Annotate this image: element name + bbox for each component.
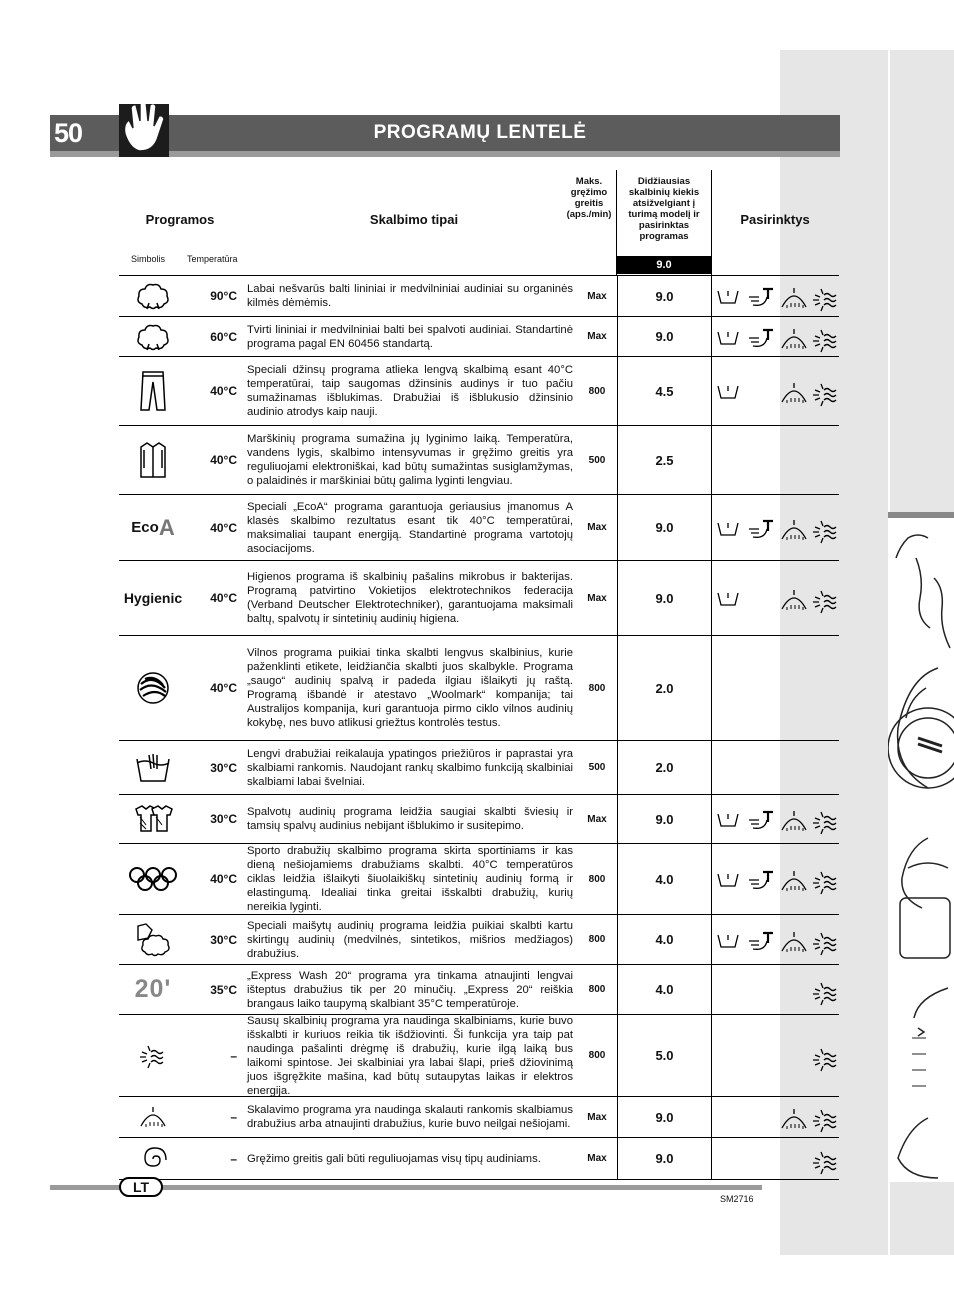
temperature-cell: 40°C — [210, 384, 237, 398]
header-max-load: Didžiausias skalbinių kiekis atsižvelgiant į turimą modelį ir pasirinktas programas — [628, 176, 700, 242]
rinse-icon — [779, 808, 805, 830]
prewash-icon — [715, 380, 741, 402]
spin-cell: 800 — [588, 984, 606, 995]
hand-wash-icon — [119, 741, 187, 794]
options-cell — [712, 357, 839, 425]
table-row — [119, 317, 839, 357]
options-cell — [712, 276, 839, 316]
description-cell: Lengvi drabužiai reikalauja ypatingos priežiūros ir paprastai yra skalbiami rankomis. Naudojant rankų skalbimo funkciją skalbiniai skalbiami labai švelniai. — [247, 747, 573, 788]
temperature-cell: 90°C — [210, 289, 237, 303]
description-cell: Tvirti lininiai ir medvilniniai balti bei spalvoti audiniai. Standartinė programa pagal EN 60456 standartą. — [247, 323, 573, 350]
prewash-icon — [715, 285, 741, 307]
options-cell — [712, 795, 839, 843]
load-cell: 9.0 — [617, 276, 712, 316]
load-cell: 9.0 — [617, 1097, 712, 1137]
side-illustration — [888, 512, 954, 1182]
spin-icon — [811, 868, 837, 890]
rinse-icon — [779, 587, 805, 609]
spin-cell: Max — [587, 1153, 607, 1164]
express-icon — [119, 965, 187, 1014]
table-row — [119, 1097, 839, 1138]
temperature-cell: 60°C — [210, 329, 237, 344]
description-cell: Marškinių programa sumažina jų lyginimo laiką. Temperatūra, vandens lygis, skalbimo intensyvumas ir gręžimo greitis yra reguliuojami elektroniškai, kad būtų sumažintas susiglamžymas, o palaidinės ir marškiniai būtų galima lyginti lengviau. — [247, 433, 573, 487]
temperature-icon — [747, 326, 773, 348]
header-divider — [711, 170, 712, 276]
load-cell: 9.0 — [617, 561, 712, 635]
table-row — [119, 741, 839, 795]
options-cell — [712, 844, 839, 914]
load-cell: 4.0 — [617, 965, 712, 1014]
rinse-icon — [119, 1097, 187, 1137]
load-cell: 4.5 — [617, 357, 712, 425]
description-cell: Skalavimo programa yra naudinga skalauti rankomis skalbiamus drabužius arba atnaujinti drabužius, kurie buvo neilgai nešiojami. — [247, 1104, 573, 1130]
temperature-cell: 40°C — [210, 520, 237, 535]
temperature-icon — [747, 517, 773, 539]
load-cell: 2.5 — [617, 426, 712, 494]
temperature-icon — [747, 808, 773, 830]
spin-cell: Max — [587, 813, 607, 825]
options-cell — [712, 1015, 839, 1096]
description-cell: Labai nešvarūs balti lininiai ir medvilniniai audiniai su organinės kilmės dėmėmis. — [247, 283, 573, 309]
prewash-icon — [715, 326, 741, 348]
spin-cell: Max — [587, 592, 607, 604]
header-max-spin: Maks. gręžimo greitis (aps./min) — [566, 176, 612, 220]
spin-icon — [811, 979, 837, 1001]
eco-a-icon — [119, 495, 187, 560]
prewash-icon — [715, 868, 741, 890]
options-cell — [712, 426, 839, 494]
cotton-icon — [119, 276, 187, 316]
table-row — [119, 795, 839, 844]
table-row — [119, 495, 839, 561]
description-cell: Vilnos programa puikiai tinka skalbti lengvus skalbinius, kurie paženklinti etikete, leidžiančia skalbti juos skalbykle. Programa „saugo“ audinių spalvą ir padeda ilgiau išlaikyti jų raštą. Programą išbandė ir atestavo „Woolmark“ kompanija; tai Australijos kompanija, kuri garantuoja pirmo ciklo vilnos audinių kokybę, nes buvo atlikusi griežtus kontrolės testus. — [247, 647, 573, 729]
table-row — [119, 636, 839, 741]
load-cell: 9.0 — [617, 495, 712, 560]
rinse-icon — [779, 868, 805, 890]
language-badge: LT — [119, 1177, 163, 1197]
table-row — [119, 561, 839, 636]
spin-cell: Max — [587, 522, 607, 533]
rinse-icon — [779, 929, 805, 951]
table-row — [119, 357, 839, 426]
options-cell — [712, 915, 839, 964]
header-programs: Programos — [145, 212, 215, 227]
description-cell: Speciali „EcoA“ programa garantuoja geriausius įmanomus A klasės skalbimo rezultatus esant tik 40°C temperatūrai, maksimaliai taupant energiją. Standartinė programa vartotojų asociacijoms. — [247, 500, 573, 555]
hygienic-label: Hygienic — [123, 590, 183, 606]
program-table — [119, 170, 839, 1180]
header-options: Pasirinktys — [740, 212, 810, 227]
spin-icon — [811, 1045, 837, 1067]
header-temperature: Temperatūra — [187, 254, 238, 264]
empty-option-slot — [747, 380, 773, 402]
table-header — [119, 170, 839, 276]
rinse-icon — [779, 1106, 805, 1128]
table-row — [119, 1138, 839, 1180]
description-cell: Speciali maišytų audinių programa leidžia puikiai skalbti kartu skirtingų audinių (medvilnės, sintetikos, mišrios medžiagos) drabužius. — [247, 919, 573, 960]
table-row — [119, 426, 839, 495]
header-symbol: Simbolis — [131, 254, 166, 264]
temperature-cell: 40°C — [210, 872, 237, 886]
table-row — [119, 915, 839, 965]
prewash-icon — [715, 929, 741, 951]
cotton-icon — [119, 317, 187, 356]
spin-cell: 800 — [588, 873, 606, 885]
sport-icon — [119, 844, 187, 914]
model-badge: 9.0 — [617, 256, 711, 274]
description-cell: Spalvotų audinių programa leidžia saugiai skalbti šviesių ir tamsių spalvų audinius nebijant išblukimo ir susitepimo. — [247, 806, 573, 832]
spin-icon — [811, 285, 837, 307]
spin-cell: Max — [587, 290, 607, 302]
spin-cell: Max — [587, 331, 607, 342]
table-row — [119, 965, 839, 1015]
spin-cell: 800 — [588, 934, 606, 945]
table-row — [119, 276, 839, 317]
temperature-icon — [747, 929, 773, 951]
temperature-icon — [747, 868, 773, 890]
spin-icon — [811, 326, 837, 348]
prewash-icon — [715, 808, 741, 830]
header-wash-types: Skalbimo tipai — [369, 212, 459, 227]
rinse-icon — [779, 517, 805, 539]
temperature-cell: – — [230, 1110, 237, 1124]
options-cell — [712, 636, 839, 740]
spin-icon — [811, 380, 837, 402]
description-cell: Speciali džinsų programa atlieka lengvą skalbimą esant 40°C temperatūrai, taip saugomas džinsinis audinys ir tuo pačiu sumažinamas išblukimas. Drabužiai iš išblukusio džinsinio audinio atrodys kaip nauji. — [247, 364, 573, 418]
description-cell: „Express Wash 20“ programa yra tinkama atnaujinti lengvai išteptus drabužius tik per 20 minučių. „Express 20“ reiškia brangaus laiko taupymą skalbiant 35°C temperatūroje. — [247, 969, 573, 1010]
load-cell: 5.0 — [617, 1015, 712, 1096]
spin-cell: 800 — [588, 682, 606, 694]
hygienic-icon — [119, 561, 187, 635]
options-cell — [712, 965, 839, 1014]
spin-icon — [119, 1015, 187, 1096]
spin-icon — [811, 1106, 837, 1128]
load-cell: 9.0 — [617, 317, 712, 356]
options-cell — [712, 1097, 839, 1137]
temperature-cell: 40°C — [210, 453, 237, 467]
spin-cell: 500 — [588, 762, 606, 773]
temperature-cell: 40°C — [210, 591, 237, 605]
temperature-cell: 30°C — [210, 932, 237, 947]
options-cell — [712, 1138, 839, 1179]
options-cell — [712, 495, 839, 560]
spin-cell: 500 — [588, 454, 606, 466]
spiral-icon — [119, 1138, 187, 1179]
load-cell: 9.0 — [617, 1138, 712, 1179]
hand-icon — [119, 104, 169, 157]
document-code: SM2716 — [720, 1194, 754, 1204]
express-label: 20' — [134, 975, 172, 1003]
rinse-icon — [779, 380, 805, 402]
spin-icon — [811, 1148, 837, 1170]
page-number: 50 — [54, 118, 83, 148]
temperature-cell: 30°C — [210, 812, 237, 826]
spin-icon — [811, 517, 837, 539]
table-row — [119, 1015, 839, 1097]
temperature-cell: 40°C — [210, 681, 237, 695]
load-cell: 2.0 — [617, 741, 712, 794]
table-row — [119, 844, 839, 915]
temperature-cell: 35°C — [210, 982, 237, 997]
spin-cell: Max — [587, 1111, 607, 1123]
temperature-cell: – — [230, 1048, 237, 1063]
rinse-icon — [779, 285, 805, 307]
colour-icon — [119, 795, 187, 843]
spin-icon — [811, 808, 837, 830]
eco-word: Eco — [131, 519, 159, 536]
description-cell: Gręžimo greitis gali būti reguliuojamas visų tipų audiniams. — [247, 1152, 541, 1165]
options-cell — [712, 741, 839, 794]
load-cell: 2.0 — [617, 636, 712, 740]
empty-option-slot — [747, 587, 773, 609]
prewash-icon — [715, 517, 741, 539]
load-cell: 9.0 — [617, 795, 712, 843]
prewash-icon — [715, 587, 741, 609]
mixed-icon — [119, 915, 187, 964]
temperature-cell: – — [230, 1151, 237, 1166]
shirt-icon — [119, 426, 187, 494]
rinse-icon — [779, 326, 805, 348]
temperature-icon — [747, 285, 773, 307]
options-cell — [712, 561, 839, 635]
spin-cell: 800 — [588, 1050, 606, 1061]
load-cell: 4.0 — [617, 844, 712, 914]
temperature-cell: 30°C — [210, 760, 237, 775]
page-title: PROGRAMŲ LENTELĖ — [373, 122, 587, 143]
wool-icon — [119, 636, 187, 740]
options-cell — [712, 317, 839, 356]
spin-icon — [811, 587, 837, 609]
eco-letter: A — [158, 514, 175, 540]
load-cell: 4.0 — [617, 915, 712, 964]
spin-icon — [811, 929, 837, 951]
description-cell: Sausų skalbinių programa yra naudinga skalbiniams, kurie buvo išskalbti ir kuriuos reikia tik išdžiovinti. Ši funkcija yra taip pat naudinga pašalinti drėgmę iš drabužių, kurie ilgą laiką bus laikomi spintose. Jei skalbiniai yra labai šlapi, prieš džiovinimą juos išgręžkite mašina, kad būtų sutaupytas laikas ir elektros energija. — [247, 1014, 573, 1097]
description-cell: Higienos programa iš skalbinių pašalins mikrobus ir bakterijas. Programą patvirtino Vokietijos elektrotechnikos federacija (Verband Deutscher Elektrotechniker), garantuojama maksimali baltų, spalvotų ir sintetinių audinių higiena. — [247, 571, 573, 625]
description-cell: Sporto drabužių skalbimo programa skirta sportiniams ir kas dieną nešiojamiems drabužiams skalbti. 40°C temperatūros ciklas leidžia išlaikyti šiuolaikiškų sintetinių audinių formą ir elastingumą. Idealiai tinka greitai išskalbti drabužių, kurių nereikia lyginti. — [247, 845, 573, 913]
jeans-icon — [119, 357, 187, 425]
table-body — [119, 276, 839, 1180]
spin-cell: 800 — [588, 385, 606, 397]
